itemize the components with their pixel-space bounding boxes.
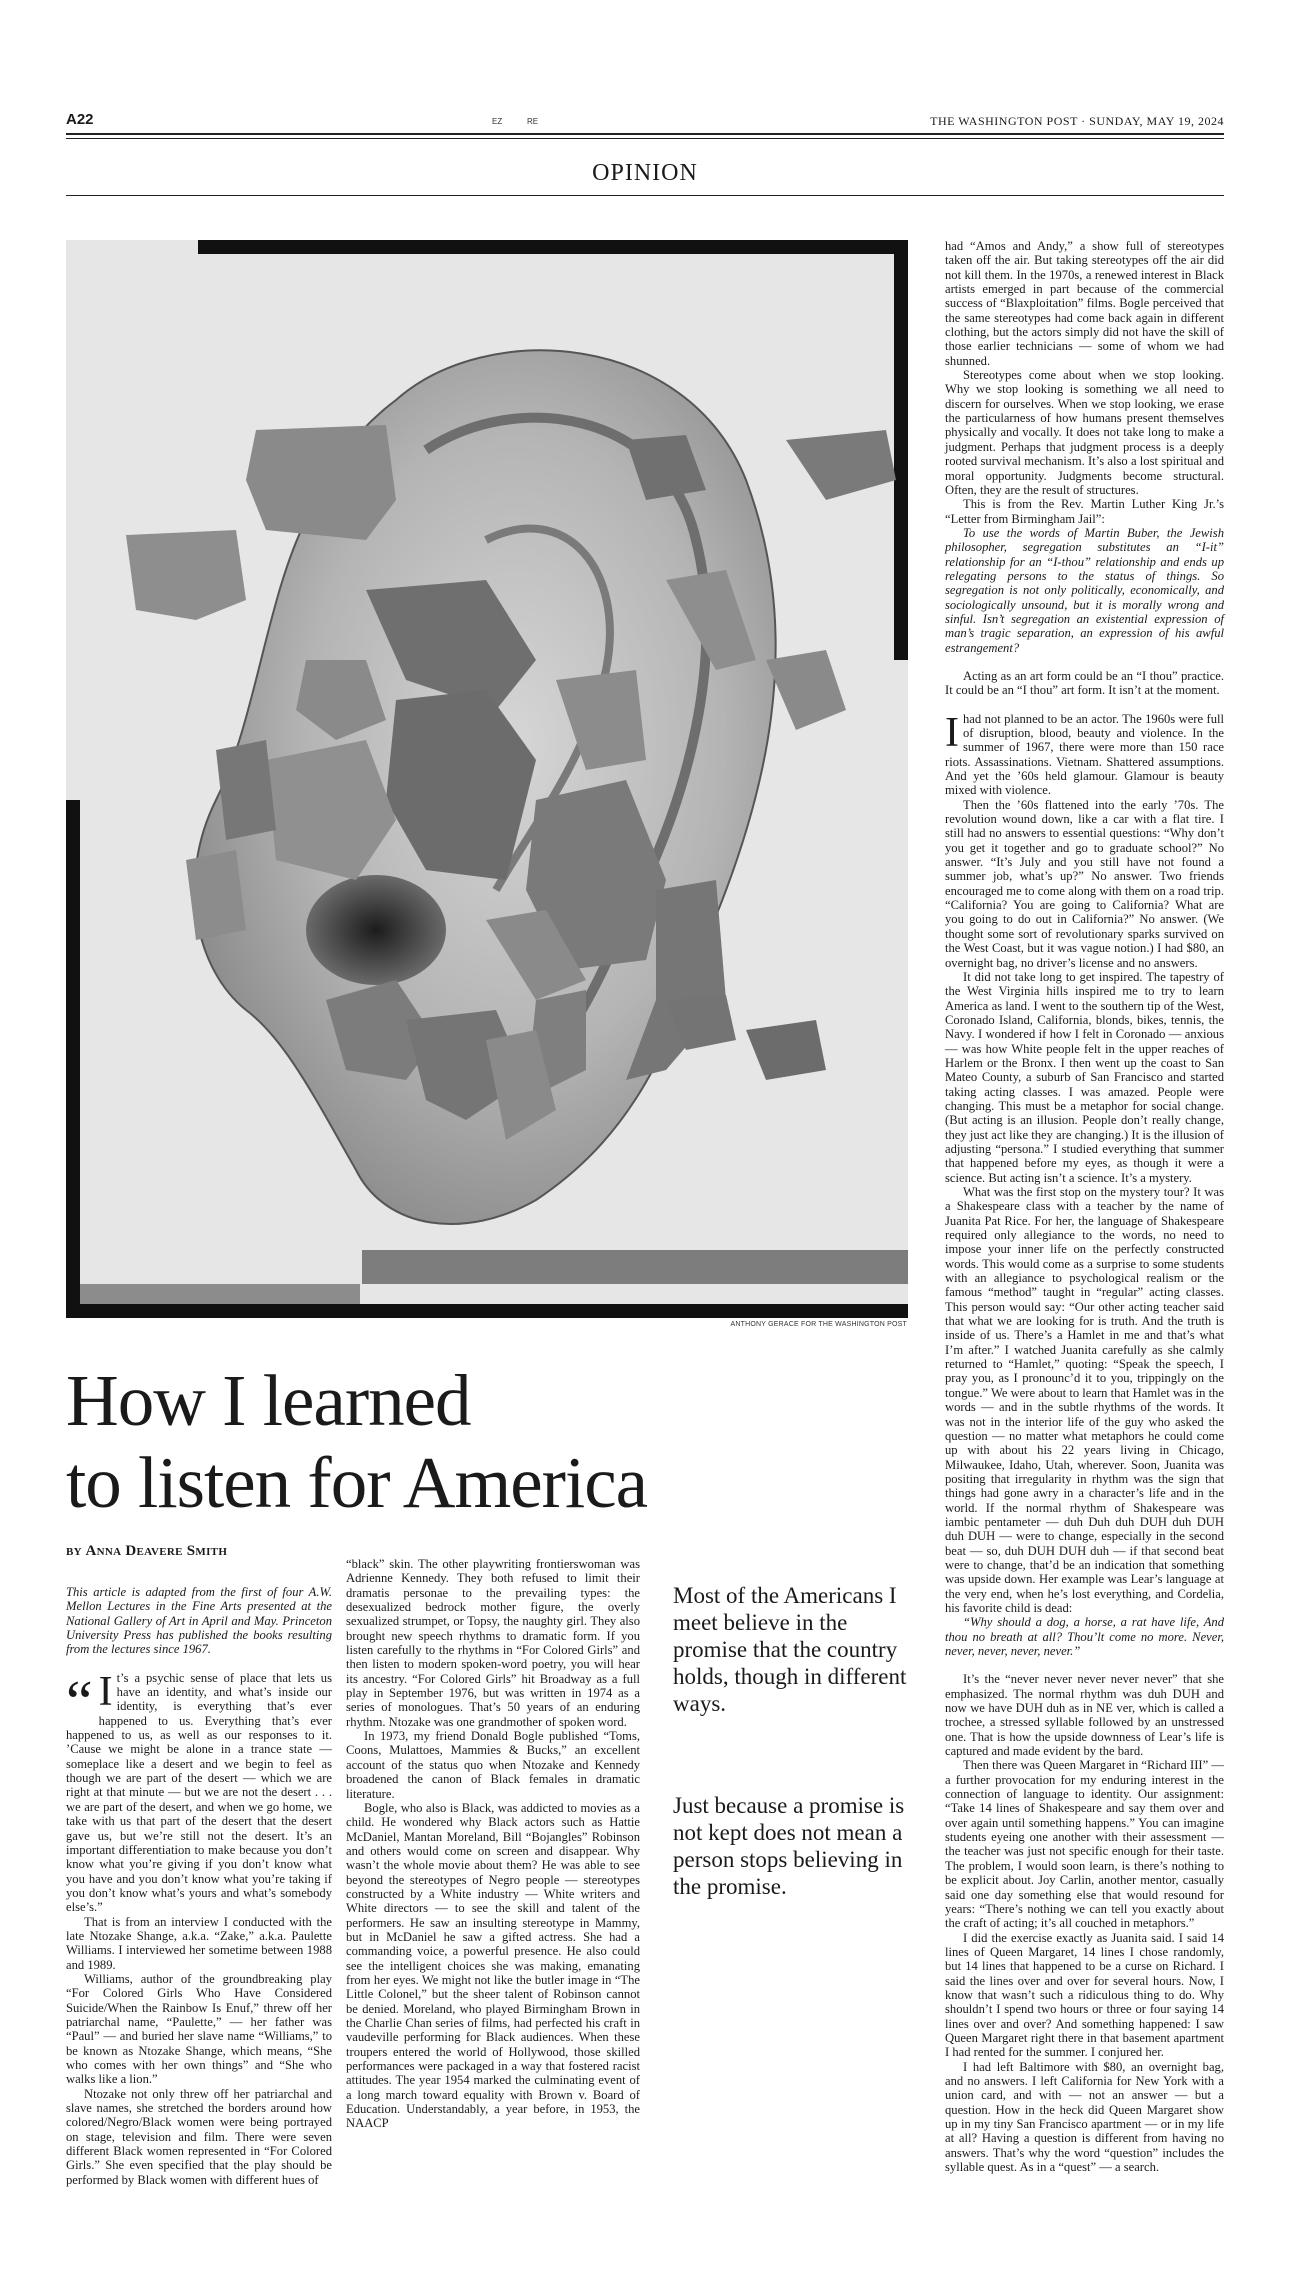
paragraph: Acting as an art form could be an “I thou” practice. It could be an “I thou” art form. It isn’t at the moment.: [945, 668, 1224, 698]
paragraph: I had left Baltimore with $80, an overnight bag, and no answers. I left California for New York with a union card, and with — not an answer — but a question. How in the heck did Queen Margaret show up in my tiny San Francisco apartment — or in my life at all? Having a question is different from having no answers. That’s why the word “question” includes the syllable quest. As in a “quest” — a search.: [945, 2059, 1224, 2175]
edition-code: EZ: [492, 117, 503, 126]
article-column-2: [346, 1557, 640, 2131]
section-title: OPINION: [592, 160, 698, 186]
article-column-1: [66, 1585, 332, 2187]
paragraph: “black” skin. The other playwriting frontierswoman was Adrienne Kennedy. They both refused to limit their dramatis personae to the prevailing types: the desexualized bedrock mother figure, the overly sexualized strumpet, or Topsy, the naughty girl. They also brought new speech rhythms to dramatic form. If you listen carefully to the rhythms in “For Colored Girls” and then listen to modern spoken-word poetry, you will hear its ancestry. “For Colored Girls” hit Broadway as a full play in September 1976, but was written in 1974 as a series of monologues. That’s 50 years of an enduring rhythm. Ntozake was one grandmother of spoken word.: [346, 1557, 640, 1729]
header-rule: [66, 138, 1224, 139]
paragraph: Stereotypes come about when we stop looking. Why we stop looking is something we all need to discern for ourselves. When we stop looking, we erase the particularness of how humans present themselves physically and vocally. It does not take long to make a judgment. Perhaps that judgment process is a deeply rooted survival mechanism. It’s also a lost spiritual and moral opportunity. Judgments become structural. Often, they are the result of structures.: [945, 368, 1224, 497]
paragraph: Bogle, who also is Black, was addicted to movies as a child. He wondered why Black actors such as Hattie McDaniel, Mantan Moreland, Bill “Bojangles” Robinson and others would come on screen and disappear. Why wasn’t the whole movie about them? He was able to see beyond the stereotypes of Negro people — stereotypes constructed by a White industry — White writers and White directors — to see the skill and talent of the performers. He saw an insulting stereotype in Mammy, but in McDaniel he saw a gifted actress. She had a commanding voice, a powerful presence. He also could see the intelligent choices she was making, emanating from her eyes. We might not like the butler image in “The Little Colonel,” but the sheer talent of Robinson cannot be denied. Moreland, who played Birmingham Brown in the Charlie Chan series of films, had perfected his craft in vaudeville performing for Black audiences. When these troupers entered the world of Hollywood, those skilled performances were packaged in a way that fostered racist attitudes. The year 1954 marked the culminating event of a long march toward equality with Brown v. Board of Education. Understandably, a year before, in 1953, the NAACP: [346, 1800, 640, 2131]
byline-by: BY: [66, 1546, 82, 1558]
paragraph: Ntozake not only threw off her patriarchal and slave names, she stretched the borders around how colored/Negro/Black women were being portrayed on stage, television and film. There were seven different Black women represented in “For Colored Girls.” She even specified that the play should be performed by Black women with different hues of: [66, 2086, 332, 2187]
frame-left: [66, 800, 80, 1318]
paragraph: Then the ’60s flattened into the early ’70s. The revolution wound down, like a car with a flat tire. I still had no answers to essential questions: “Why don’t you get it together and go to graduate school?” No answer. “It’s July and you still have not found a summer job, what’s up?” No answer. Two friends encouraged me to come along with them on a road trip. “California? You are going to California? What are you going to do out in California?” No answer. (We thought some sort of revolutionary sparks survived on the West Coast, but it was vague notion.) I had $80, an overnight bag, no driver’s license and no answers.: [945, 797, 1224, 970]
paragraph: It did not take long to get inspired. The tapestry of the West Virginia hills inspired me to try to learn America as land. I went to the southern tip of the West, Coronado Island, California, blonds, bikes, tennis, the Navy. I wondered if how I felt in Coronado — anxious — was how White people felt in the upper reaches of Harlem or the Bronx. I then went up the coast to San Mateo County, a suburb of San Francisco and started taking acting classes. I was amazed. People were changing. This must be a metaphor for social change. (But acting is an illusion. People don’t really change, they just act like they are changing.) It is the illusion of adjusting “persona.” I studied everything that summer that happened before my eyes, as though it were a science. But acting isn’t a science. It’s a mystery.: [945, 969, 1224, 1185]
block-quote: To use the words of Martin Buber, the Jewish philosopher, segregation substitutes an “I-it” relationship for an “I-thou” relationship and ends up relegating persons to the status of things. So segregation is not only politically, economically, and sociologically unsound, but it is morally wrong and sinful. Isn’t segregation an existential expression of man’s tragic separation, an expression of his awful estrangement?: [945, 525, 1224, 655]
paragraph: In 1973, my friend Donald Bogle published “Toms, Coons, Mulattoes, Mammies & Bucks,” an excellent account of the status quo when Ntozake and Kennedy broadened the canon of Black females in dramatic literature.: [346, 1729, 640, 1801]
paragraph: This is from the Rev. Martin Luther King Jr.’s “Letter from Birmingham Jail”:: [945, 497, 1224, 526]
page-number: A22: [66, 111, 94, 128]
article-column-3: [945, 239, 1224, 2174]
lower-strip: [80, 1284, 360, 1304]
paragraph: It’s the “never never never never never” that she emphasized. The normal rhythm was duh DUH and now we have DUH duh as in NE ver, which is called a trochee, a stressed syllable followed by an unstressed one. That is how the upside downness of Lear’s life is captured and made evident by the bard.: [945, 1672, 1224, 1759]
art-credit: ANTHONY GERACE FOR THE WASHINGTON POST: [730, 1321, 907, 1328]
frame-top: [198, 240, 908, 254]
paragraph: That is from an interview I conducted with the late Ntozake Shange, a.k.a. “Zake,” a.k.a. Paulette Williams. I interviewed her sometime between 1988 and 1989.: [66, 1914, 332, 1972]
collage-patch: [216, 740, 276, 840]
paragraph: Then there was Queen Margaret in “Richard III” — a further provocation for my enduring interest in the connection of language to identity. Our assignment: “Take 14 lines of Shakespeare and say them over and over again until something happens.” You can imagine students eyeing one another with their assessment — the teacher was just not specific enough for their taste. The problem, I would soon learn, is there’s nothing to be explicit about. Joy Carlin, another mentor, casually said one day something else that would resound for years: “There’s nothing we can tell you exactly about the craft of acting; it’s all couched in metaphors.”: [945, 1758, 1224, 1931]
collage-patch: [126, 530, 246, 620]
collage-patch: [186, 850, 246, 940]
section-opening-paragraph: Ihad not planned to be an actor. The 1960s were full of disruption, blood, beauty and violence. In the summer of 1967, there were more than 150 race riots. Assassinations. Vietnam. Shattered assumptions. And yet the ’60s held glamour. Glamour is beauty mixed with violence.: [945, 709, 1224, 798]
paragraph: had “Amos and Andy,” a show full of stereotypes taken off the air. But taking stereotypes off the air did not kill them. In the 1970s, a renewed interest in Black artists emerged in part because of the commercial success of “Blaxploitation” films. Bogle perceived that the same stereotypes had come back again in different clothing, but the actors simply did not have the skill of those earlier technicians — some of whom we had shunned.: [945, 239, 1224, 368]
pull-quote: Most of the Americans I meet believe in the promise that the country holds, though in different ways.: [673, 1583, 907, 1716]
byline-author: Anna Deavere Smith: [85, 1543, 228, 1559]
ear-canal: [306, 875, 446, 985]
frame-right: [894, 240, 908, 660]
masthead: THE WASHINGTON POST · SUNDAY, MAY 19, 2024: [930, 114, 1224, 128]
ear-collage-illustration: [66, 240, 908, 1318]
quote-mark-icon: “: [66, 1668, 93, 1735]
intro-note: This article is adapted from the first of four A.W. Mellon Lectures in the Fine Arts presented at the National Gallery of Art in April and May. Princeton University Press has published the books resulting from the lectures since 1967.: [66, 1585, 332, 1657]
bottom-strip: [362, 1250, 908, 1284]
section-rule: [66, 195, 1224, 196]
header-rule: [66, 133, 1224, 135]
drop-cap: I: [98, 1668, 113, 1715]
paragraph: Williams, author of the groundbreaking play “For Colored Girls Who Have Considered Suicide/When the Rainbow Is Enuf,” threw off her patriarchal name, “Paulette,” — her father was “Paul” — and buried her slave name “Williams,” to be known as Ntozake Shange, which means, “She who comes with her own things” and “She who walks like a lion.”: [66, 1971, 332, 2087]
drop-cap: I: [945, 709, 959, 756]
edition-code: RE: [527, 117, 539, 126]
paragraph: I did the exercise exactly as Juanita said. I said 14 lines of Queen Margaret, 14 lines I chose randomly, but 14 lines that happened to be a curse on Richard. I said the lines over and over for several hours. Now, I know that wasn’t such a ridiculous thing to do. Why shouldn’t I spend two hours or three or four saying 14 lines over and over? And something happened: I saw Queen Margaret right there in that basement apartment I had rented for the summer. I conjured her.: [945, 1930, 1224, 2060]
collage-patch: [246, 425, 396, 540]
pull-quote: Just because a promise is not kept does not mean a person stops believing in the promise.: [673, 1793, 905, 1899]
headline: [66, 1360, 908, 1524]
opening-paragraph: “ I t’s a psychic sense of place that lets us have an identity, and what’s inside our identity, is everything that’s ever happened to us. Everything that’s ever happened to us, as well as our responses to it. ’Cause we might be alone in a trance state — someplace like a desert and we begin to feel as though we are part of the desert — which we are right at that minute — but we are not the desert . . . we are part of the desert, and when we go home, we take with us that part of the desert that the desert gave us, but we’re still not the desert. It’s an important differentiation to make because you don’t know what you’re giving if you don’t know what you have and you don’t know what you’re taking if you don’t know what’s yours and what’s somebody else’s.”: [66, 1668, 332, 1915]
headline-line: to listen for America: [66, 1442, 648, 1523]
block-quote: “Why should a dog, a horse, a rat have life, And thou no breath at all? Thou’lt come no more. Never, never, never, never, never.”: [945, 1615, 1224, 1658]
byline: [66, 1543, 227, 1560]
paragraph: What was the first stop on the mystery tour? It was a Shakespeare class with a teacher by the name of Juanita Pat Rice. For her, the language of Shakespeare required only allegiance to the words, no need to impose your inner life on the perfectly constructed words. This would come as a surprise to some students with an allegiance to psychological realism or the famous “method” taught in “regular” acting classes. This person would say: “Our other acting teacher said that what we are looking for is truth. And the truth is inside of us. There’s a Hamlet in me and that’s what I’m after.” I watched Juanita carefully as she calmly returned to “Hamlet,” quoting: “Speak the speech, I pray you, as I pronounc’d it to you, trippingly on the tongue.” We were about to learn that Hamlet was in the words — and in the subtle rhythms of the words. It was not in the interior life of the guy who asked the question — no matter what metaphors he could come up with about his 22 years living in Chicago, Milwaukee, Idaho, Utah, wherever. Soon, Juanita was positing that irregularity in rhythm was the sign that things had gone awry in a character’s life and in the world. If the normal rhythm of Shakespeare was iambic pentameter — duh Duh duh DUH duh DUH duh DUH — were to change, especially in the second beat — so, duh DUH DUH duh — if that second beat were to change, that’d be an indication that something was upside down. Her example was Lear’s language at the very end, when he’s lost everything, and Cordelia, his favorite child is dead:: [945, 1185, 1224, 1615]
headline-line: How I learned: [66, 1360, 471, 1441]
frame-bottom: [66, 1304, 908, 1318]
